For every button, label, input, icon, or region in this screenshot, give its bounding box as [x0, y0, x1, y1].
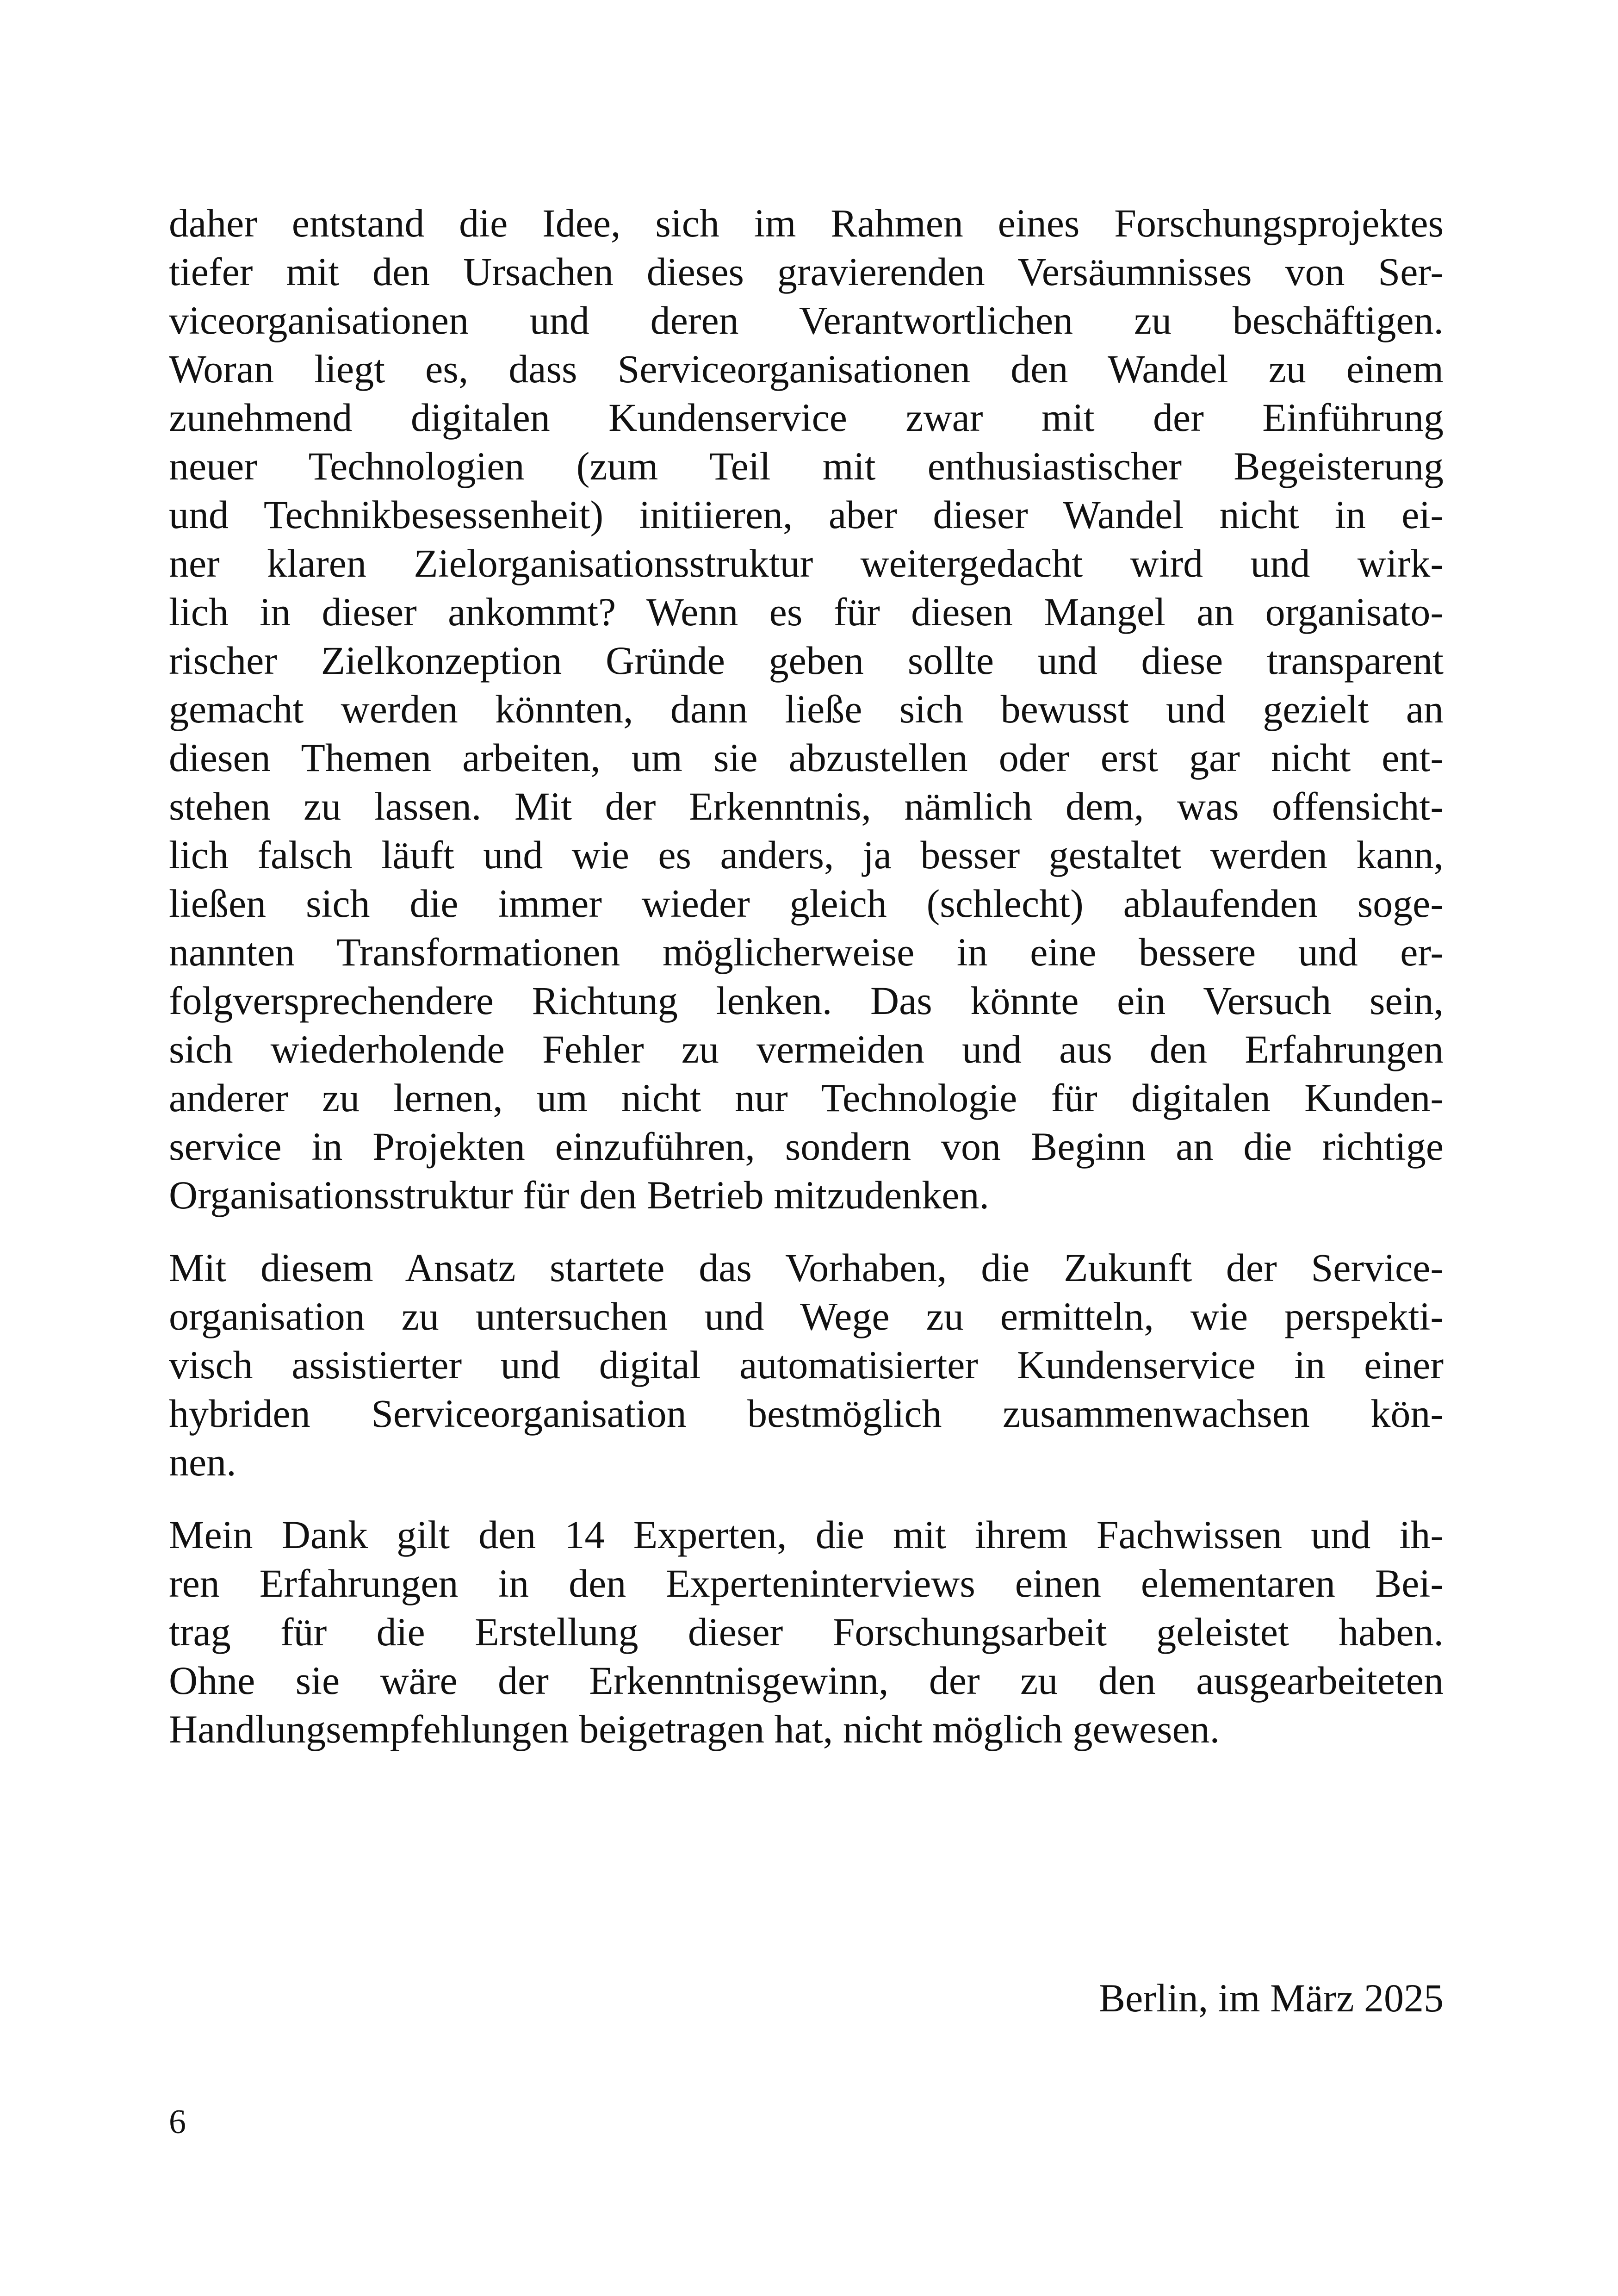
- text-line: Mein Dank gilt den 14 Experten, die mit ihrem Fachwissen und ih-: [169, 1512, 1444, 1557]
- text-line: lich in dieser ankommt? Wenn es für diesen Mangel an organisato-: [169, 590, 1444, 634]
- text-line: organisation zu untersuchen und Wege zu ermitteln, wie perspekti-: [169, 1294, 1444, 1338]
- text-line: trag für die Erstellung dieser Forschungsarbeit geleistet haben.: [169, 1610, 1444, 1654]
- place-date-signature: Berlin, im März 2025: [1098, 1976, 1444, 2020]
- text-line: hybriden Serviceorganisation bestmöglich zusammenwachsen kön-: [169, 1391, 1444, 1436]
- text-line: ner klaren Zielorganisationsstruktur weitergedacht wird und wirk-: [169, 541, 1444, 585]
- text-line: Handlungsempfehlungen beigetragen hat, nicht möglich gewesen.: [169, 1707, 1220, 1751]
- text-line: Ohne sie wäre der Erkenntnisgewinn, der zu den ausgearbeiteten: [169, 1658, 1444, 1703]
- text-line: nannten Transformationen möglicherweise in eine bessere und er-: [169, 930, 1444, 974]
- text-line: folgversprechendere Richtung lenken. Das könnte ein Versuch sein,: [169, 978, 1444, 1023]
- text-line: rischer Zielkonzeption Gründe geben sollte und diese transparent: [169, 638, 1444, 683]
- text-line: ren Erfahrungen in den Experteninterviews einen elementaren Bei-: [169, 1561, 1444, 1605]
- text-line: neuer Technologien (zum Teil mit enthusiastischer Begeisterung: [169, 444, 1444, 488]
- paragraph-2: [169, 1244, 1444, 1487]
- text-line: zunehmend digitalen Kundenservice zwar mit der Einführung: [169, 395, 1444, 440]
- text-line: viceorganisationen und deren Verantwortlichen zu beschäftigen.: [169, 298, 1444, 342]
- text-line: anderer zu lernen, um nicht nur Technologie für digitalen Kunden-: [169, 1076, 1444, 1120]
- text-line: Woran liegt es, dass Serviceorganisationen den Wandel zu einem: [169, 347, 1444, 391]
- text-line: und Technikbesessenheit) initiieren, aber dieser Wandel nicht in ei-: [169, 492, 1444, 537]
- text-line: tiefer mit den Ursachen dieses gravierenden Versäumnisses von Ser-: [169, 249, 1444, 294]
- paragraph-1: [169, 199, 1444, 1220]
- text-line: service in Projekten einzuführen, sondern von Beginn an die richtige: [169, 1124, 1444, 1169]
- body-text: [169, 199, 1444, 1754]
- paragraph-3: [169, 1511, 1444, 1754]
- text-line: Mit diesem Ansatz startete das Vorhaben, die Zukunft der Service-: [169, 1245, 1444, 1290]
- text-line: diesen Themen arbeiten, um sie abzustellen oder erst gar nicht ent-: [169, 735, 1444, 780]
- text-line: visch assistierter und digital automatisierter Kundenservice in einer: [169, 1343, 1444, 1387]
- text-line: nen.: [169, 1440, 236, 1484]
- text-line: daher entstand die Idee, sich im Rahmen eines Forschungsprojektes: [169, 201, 1444, 245]
- text-line: Organisationsstruktur für den Betrieb mitzudenken.: [169, 1173, 989, 1217]
- text-line: lich falsch läuft und wie es anders, ja besser gestaltet werden kann,: [169, 833, 1444, 877]
- page-number: 6: [169, 2103, 186, 2141]
- text-line: ließen sich die immer wieder gleich (schlecht) ablaufenden soge-: [169, 881, 1444, 926]
- text-line: sich wiederholende Fehler zu vermeiden und aus den Erfahrungen: [169, 1027, 1444, 1071]
- text-line: gemacht werden könnten, dann ließe sich bewusst und gezielt an: [169, 687, 1444, 731]
- text-line: stehen zu lassen. Mit der Erkenntnis, nämlich dem, was offensicht-: [169, 784, 1444, 828]
